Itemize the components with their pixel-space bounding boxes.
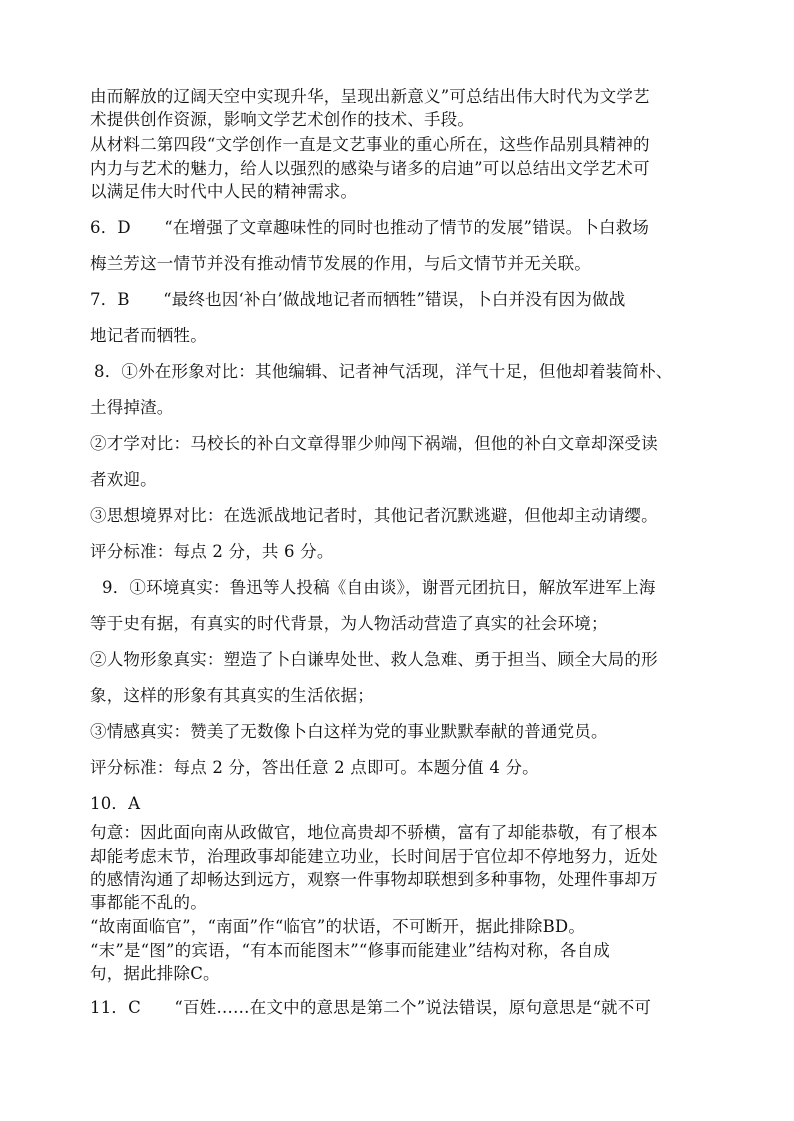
text-line: 地记者而牺牲。 xyxy=(90,326,207,345)
text-line: 象，这样的形象有其真实的生活依据； xyxy=(90,686,374,705)
text-line: 句意：因此面向南从政做官，地位高贵却不骄横，富有了却能恭敬，有了根本 xyxy=(90,823,658,842)
text-line: 的感情沟通了却畅达到远方，观察一件事物却联想到多种事物，处理件事却万 xyxy=(90,870,658,889)
text-line: “末”是“图”的宾语，“有本而能图末”“修事而能建业”结构对称，各自成 xyxy=(90,941,610,960)
text-line: 梅兰芳这一情节并没有推动情节发展的作用，与后文情节并无关联。 xyxy=(90,254,591,273)
scoring-standard: 评分标准：每点 2 分，共 6 分。 xyxy=(90,542,334,561)
text-line: 却能考虑末节，治理政事却能建立功业，长时间居于官位却不停地努力，近处 xyxy=(90,847,658,866)
text-line: 由而解放的辽阔天空中实现升华，呈现出新意义”可总结出伟大时代为文学艺 xyxy=(90,87,650,106)
answer-8: 8．①外在形象对比：其他编辑、记者神气活现，洋气十足，但他却着装简朴、 xyxy=(94,362,673,381)
text-line: 等于史有据，有真实的时代背景，为人物活动营造了真实的社会环境； xyxy=(90,614,608,633)
answer-10: 10．A xyxy=(90,794,141,813)
text-line: 内力与艺术的魅力，给人以强烈的感染与诸多的启迪”可以总结出文学艺术可 xyxy=(90,159,650,178)
answer-7: 7．B “最终也因‘补白’做战地记者而牺牲”错误，卜白并没有因为做战 xyxy=(90,290,626,309)
answer-11: 11．C “百姓……在文中的意思是第二个”说法错误，原句意思是“就不可 xyxy=(90,998,652,1017)
text-line: 句，据此排除C。 xyxy=(90,964,220,983)
scoring-standard: 评分标准：每点 2 分，答出任意 2 点即可。本题分值 4 分。 xyxy=(90,758,539,777)
text-line: 从材料二第四段“文学创作一直是文艺事业的重心所在，这些作品别具精神的 xyxy=(90,135,650,154)
text-line: 事都能不乱的。 xyxy=(90,893,207,912)
text-line: 者欢迎。 xyxy=(90,470,157,489)
text-line: 土得掉渣。 xyxy=(90,398,174,417)
answer-6: 6．D “在增强了文章趣味性的同时也推动了情节的发展”错误。卜白救场 xyxy=(90,218,650,237)
text-line: ②人物形象真实：塑造了卜白谦卑处世、救人急难、勇于担当、顾全大局的形 xyxy=(90,650,658,669)
text-line: 以满足伟大时代中人民的精神需求。 xyxy=(90,182,358,201)
text-line: ②才学对比：马校长的补白文章得罪少帅闯下祸端，但他的补白文章却深受读 xyxy=(90,434,658,453)
answer-9: 9．①环境真实：鲁迅等人投稿《自由谈》，谢晋元团抗日，解放军进军上海 xyxy=(102,578,656,597)
text-line: ③情感真实：赞美了无数像卜白这样为党的事业默默奉献的普通党员。 xyxy=(90,722,608,741)
text-line: 术提供创作资源，影响文学艺术创作的技术、手段。 xyxy=(90,110,475,129)
text-line: ③思想境界对比：在选派战地记者时，其他记者沉默逃避，但他却主动请缨。 xyxy=(90,506,658,525)
text-line: “故南面临官”，“南面”作“临官”的状语，不可断开，据此排除BD。 xyxy=(90,917,586,936)
